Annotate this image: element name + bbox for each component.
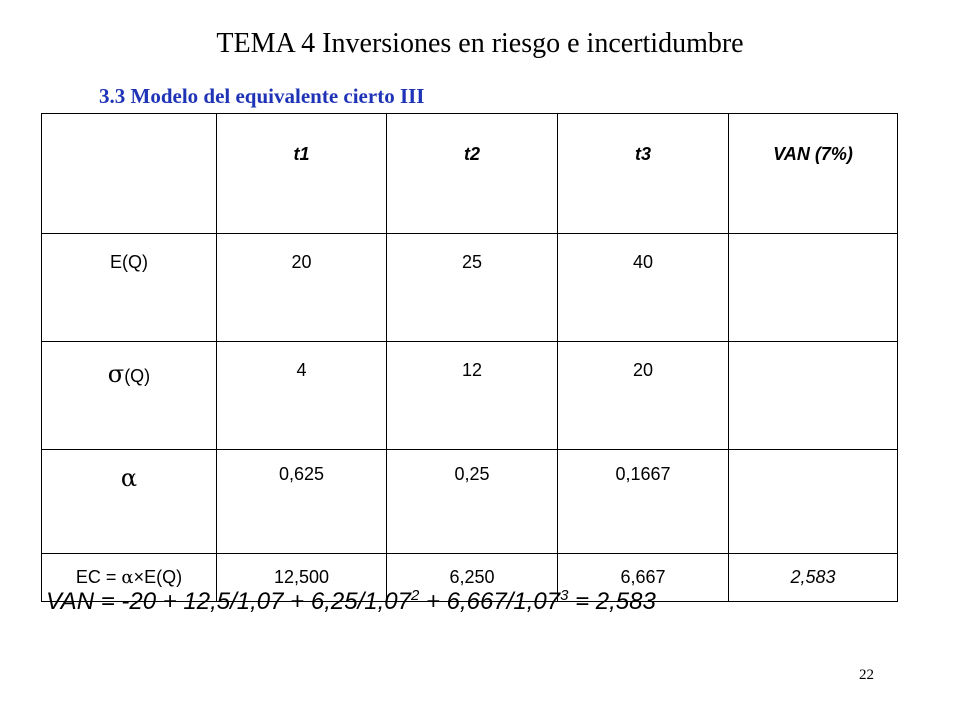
cell-t1: 20 [217, 234, 387, 342]
cell-van [729, 234, 898, 342]
ec-label-pre: EC = [75, 567, 122, 587]
cell-t3: 0,1667 [558, 450, 729, 554]
page-number: 22 [859, 667, 874, 683]
header-cell-empty [42, 114, 217, 234]
slide-subtitle: 3.3 Modelo del equivalente cierto III [99, 84, 425, 108]
formula-exponent-2: 3 [560, 587, 569, 604]
formula-part-1: VAN = -20 + 12,5/1,07 + 6,25/1,07 [46, 588, 411, 615]
cell-van: 2,583 [729, 554, 898, 602]
row-label-sigma-q [42, 342, 217, 450]
formula-part-3: = 2,583 [568, 588, 656, 615]
cell-t1: 4 [217, 342, 387, 450]
table-row-expected-q [42, 234, 898, 342]
cell-van [729, 450, 898, 554]
cell-t3: 40 [558, 234, 729, 342]
header-cell-t2: t2 [387, 114, 558, 234]
table-row-alpha [42, 450, 898, 554]
formula-part-2: + 6,667/1,07 [419, 588, 561, 615]
slide-title: TEMA 4 Inversiones en riesgo e incertidumbre [216, 28, 744, 59]
table-header-row [42, 114, 898, 234]
ec-label-post: ×E(Q) [133, 567, 183, 587]
formula-exponent-1: 2 [410, 587, 420, 604]
row-label-expected-q: E(Q) [42, 234, 217, 342]
sigma-symbol: σ [107, 360, 125, 388]
cell-t2: 25 [387, 234, 558, 342]
alpha-symbol: α [121, 567, 134, 588]
cell-t2: 0,25 [387, 450, 558, 554]
cell-t2: 12 [387, 342, 558, 450]
table-row-sigma-q [42, 342, 898, 450]
cell-t2: 6,250 [387, 554, 558, 602]
cell-van [729, 342, 898, 450]
header-cell-t1: t1 [217, 114, 387, 234]
cell-t3: 20 [558, 342, 729, 450]
alpha-symbol: α [120, 464, 138, 492]
header-cell-t3: t3 [558, 114, 729, 234]
header-cell-van: VAN (7%) [729, 114, 898, 234]
row-label-alpha [42, 450, 217, 554]
data-table [41, 113, 898, 602]
cell-t1: 0,625 [217, 450, 387, 554]
sigma-label-text: (Q) [124, 366, 151, 386]
cell-t3: 6,667 [558, 554, 729, 602]
cell-t1: 12,500 [217, 554, 387, 602]
van-formula [46, 576, 656, 622]
